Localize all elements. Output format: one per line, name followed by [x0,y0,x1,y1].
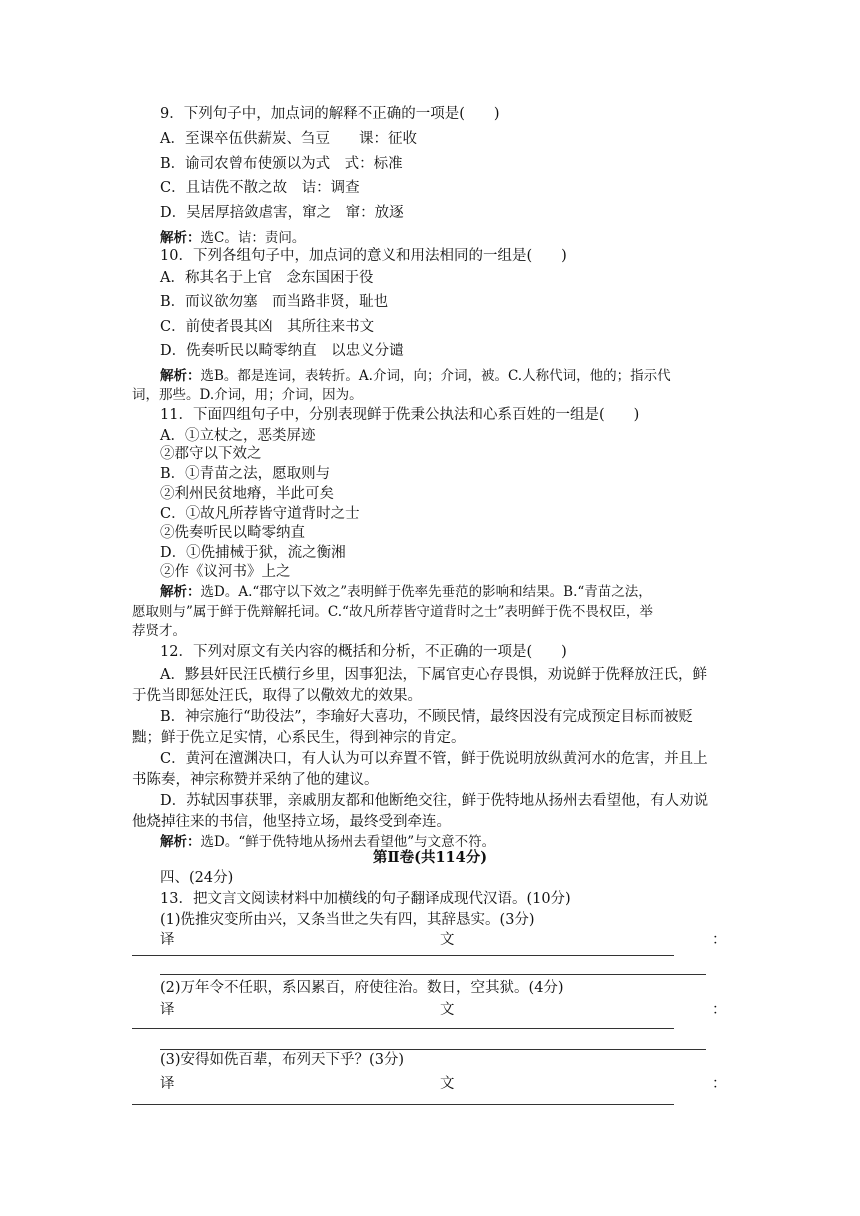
q12-option-c-line1: C．黄河在澶渊决口，有人认为可以弃置不管，鲜于侁说明放纵黄河水的危害，并且上 [160,751,708,767]
q11-option-c1: C．①故凡所荐皆守道背时之士 [160,506,360,522]
translate-label-1b: 文 [440,932,455,948]
q13-sentence-3: (3)安得如侁百辈，布列天下乎？(3分) [160,1052,405,1068]
q10-explanation-line1 [160,366,671,386]
q12-option-a-line2: 于侁当即惩处汪氏，取得了以儆效尤的效果。 [132,688,422,704]
q11-stem: 11．下面四组句子中，分别表现鲜于侁秉公执法和心系百姓的一组是( ) [160,407,640,423]
explanation-label: 解析： [160,230,201,246]
q12-option-a-line1: A．黟县奸民汪氏横行乡里，因事犯法，下属官吏心存畏惧，劝说鲜于侁释放汪氏，鲜 [160,667,707,683]
q11-explanation-line3: 荐贤才。 [132,623,186,639]
answer-line-2a[interactable] [132,1028,674,1029]
q11-option-b2: ②利州民贫地瘠，半此可矣 [160,486,334,502]
q10-option-b: B．而议欲勿塞 而当路非贤，耻也 [160,294,389,310]
q10-option-a: A．称其名于上官 念东国困于役 [160,270,374,286]
q12-stem: 12．下列对原文有关内容的概括和分析，不正确的一项是( ) [160,644,567,660]
q11-option-a2: ②郡守以下效之 [160,446,262,462]
q10-option-d: D．侁奏听民以畸零纳直 以忠义分谴 [160,343,404,359]
q12-option-b-line1: B．神宗施行“助役法”，李瑜好大喜功，不顾民情，最终因没有完成预定目标而被贬 [160,709,693,725]
translate-label-3b: 文 [440,1076,455,1092]
q11-explanation-line2: 愿取则与”属于鲜于侁辩解托词。C.“故凡所荐皆守道背时之士”表明鲜于侁不畏权臣，举 [132,604,653,620]
translate-label-2b: 文 [440,1002,455,1018]
q12-option-d-line2: 他烧掉往来的书信，他坚持立场，最终受到牵连。 [132,814,451,830]
translate-colon-1: ： [712,932,727,948]
q11-option-d2: ②作《议河书》上之 [160,564,291,580]
explanation-label: 解析： [160,834,201,850]
q12-option-c-line2: 书陈奏，神宗称赞并采纳了他的建议。 [132,772,379,788]
q9-option-b: B．谕司农曾布使颁以为式 式：标准 [160,156,403,172]
answer-line-1a[interactable] [132,955,674,956]
q12-option-d-line1: D．苏轼因事获罪，亲戚朋友都和他断绝交往，鲜于侁特地从扬州去看望他，有人劝说 [160,793,709,809]
translate-label-1a: 译 [160,932,175,948]
explanation-text: 选B。都是连词，表转折。A.介词，向；介词，被。C.人称代词，他的；指示代 [200,368,671,384]
q11-option-c2: ②侁奏听民以畸零纳直 [160,525,305,541]
q11-option-d1: D．①侁捕械于狱，流之衡湘 [160,545,346,561]
explanation-text: 选C。诘：责问。 [200,230,306,246]
translate-label-3a: 译 [160,1076,175,1092]
explanation-label: 解析： [160,368,201,384]
q10-explanation-line2: 词，那些。D.介词，用；介词，因为。 [132,387,363,403]
explanation-label: 解析： [160,584,201,600]
q12-option-b-line2: 黜；鲜于侁立足实情，心系民生，得到神宗的肯定。 [132,730,466,746]
answer-line-1b[interactable] [160,974,706,975]
q11-option-a1: A．①立杖之，恶类屏迹 [160,428,316,444]
q10-stem: 10．下列各组句子中，加点词的意义和用法相同的一组是( ) [160,248,567,264]
q9-option-d: D．吴居厚掊敛虐害，窜之 窜：放逐 [160,205,404,221]
q10-option-c: C．前使者畏其凶 其所往来书文 [160,319,375,335]
part-heading: 四、(24分) [160,870,234,886]
q11-explanation-line1 [160,582,652,602]
q9-stem: 9．下列句子中，加点词的解释不正确的一项是( ) [160,106,500,122]
translate-label-2a: 译 [160,1002,175,1018]
answer-line-3a[interactable] [132,1104,674,1105]
q13-sentence-1: (1)侁推灾变所由兴，又条当世之失有四，其辞恳实。(3分) [160,912,535,928]
explanation-text: 选D。“鲜于侁特地从扬州去看望他”与文意不符。 [200,834,496,850]
q9-option-c: C．且诘侁不散之故 诘：调查 [160,180,360,196]
explanation-text: 选D。A.“郡守以下效之”表明鲜于侁率先垂范的影响和结果。B.“青苗之法， [200,584,652,600]
section-title: 第Ⅱ卷(共114分) [372,849,488,866]
q13-sentence-2: (2)万年令不任职，系囚累百，府使往治。数日，空其狱。(4分) [160,980,564,996]
q9-explanation [160,228,305,248]
translate-colon-3: ： [712,1076,727,1092]
q9-option-a: A．至课卒伍供薪炭、刍豆 课：征收 [160,131,417,147]
translate-colon-2: ： [712,1002,727,1018]
q11-option-b1: B．①青苗之法，愿取则与 [160,466,331,482]
q13-stem: 13．把文言文阅读材料中加横线的句子翻译成现代汉语。(10分) [160,891,571,907]
